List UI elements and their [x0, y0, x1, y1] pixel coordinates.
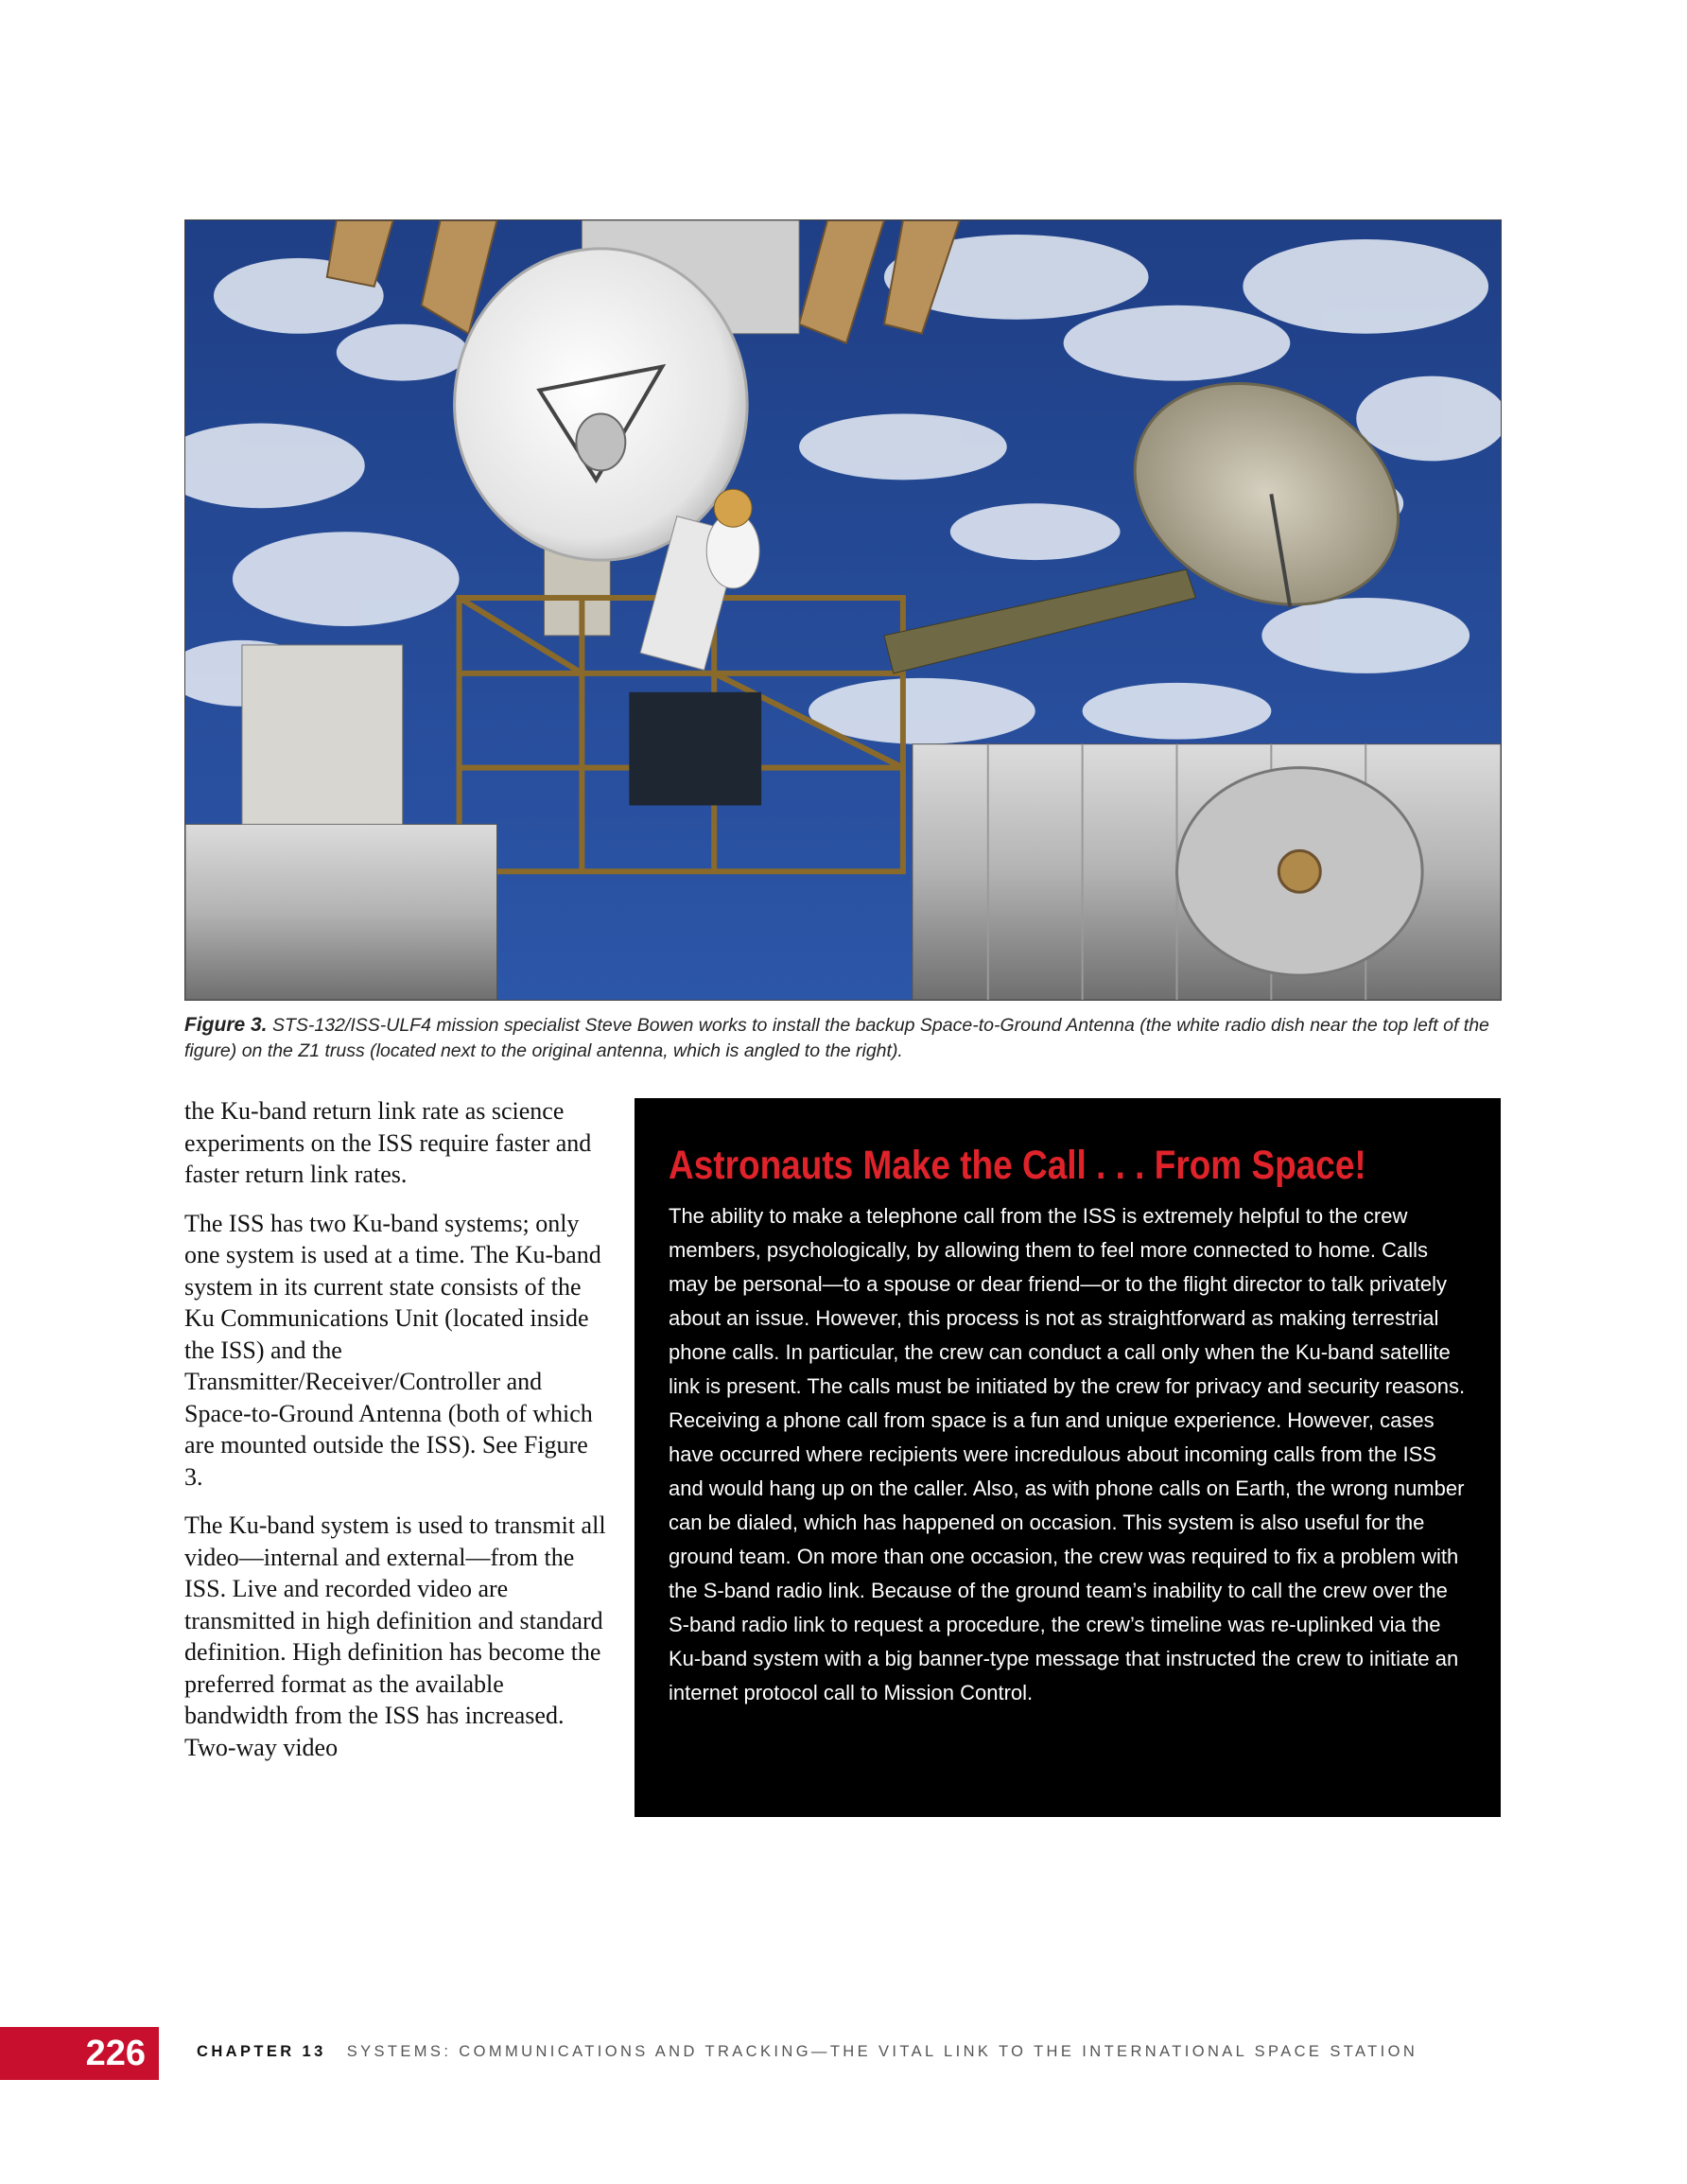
running-footer [197, 2043, 1417, 2061]
page-number: 226 [85, 2034, 146, 2073]
chapter-label: CHAPTER 13 [197, 2043, 326, 2060]
chapter-title: SYSTEMS: COMMUNICATIONS AND TRACKING—THE VITAL LINK TO THE INTERNATIONAL SPACE STATION [346, 2043, 1418, 2060]
body-paragraph: The Ku-band system is used to transmit all video—internal and external—from the ISS. Live and recorded video are transmitted in high definition and standard definition. High definition has become the preferred format as the available bandwidth from the ISS has increased. Two-way video [184, 1511, 606, 1761]
figure-caption-text: STS-132/ISS-ULF4 mission specialist Steve Bowen works to install the backup Space-to-Ground Antenna (the white radio dish near the top left of the figure) on the Z1 truss (located next to the original antenna, which is angled to the right). [184, 1015, 1489, 1061]
body-paragraph: The ISS has two Ku-band systems; only one system is used at a time. The Ku-band system in its current state consists of the Ku Communications Unit (located inside the ISS) and the Transmitter/Receiver/Controller and Space-to-Ground Antenna (both of which are mounted outside the ISS). See Figure 3. [184, 1209, 601, 1491]
figure-caption [184, 1012, 1508, 1064]
iss-antenna-photo [185, 220, 1501, 1000]
sidebar-box [635, 1098, 1501, 1817]
page-number-tab [0, 2027, 159, 2080]
body-paragraph: the Ku-band return link rate as science experiments on the ISS require faster and faster return link rates. [184, 1097, 592, 1188]
body-text-column [184, 1095, 610, 1780]
sidebar-title: Astronauts Make the Call . . . From Space! [669, 1143, 1366, 1188]
figure-photo [184, 219, 1502, 1001]
figure-label: Figure 3. [184, 1014, 268, 1036]
sidebar-text: The ability to make a telephone call from the ISS is extremely helpful to the crew members, psychologically, by allowing them to feel more connected to home. Calls may be personal—to a spouse or dear friend—or to the flight director to talk privately about an issue. However, this process is not as straightforward as making terrestrial phone calls. In particular, the crew can conduct a call only when the Ku-band satellite link is present. The calls must be initiated by the crew for privacy and security reasons. Receiving a phone call from space is a fun and unique experience. However, cases have occurred where recipients were incredulous about incoming calls from the ISS and would hang up on the caller. Also, as with phone calls on Earth, the wrong number can be dialed, which has happened on occasion. This system is also useful for the ground team. On more than one occasion, the crew was required to fix a problem with the S-band radio link. Because of the ground team’s inability to call the crew over the S-band radio link to request a procedure, the crew’s timeline was re-uplinked via the Ku-band system with a big banner-type message that instructed the crew to initiate an internet protocol call to Mission Control. [669, 1204, 1466, 1704]
